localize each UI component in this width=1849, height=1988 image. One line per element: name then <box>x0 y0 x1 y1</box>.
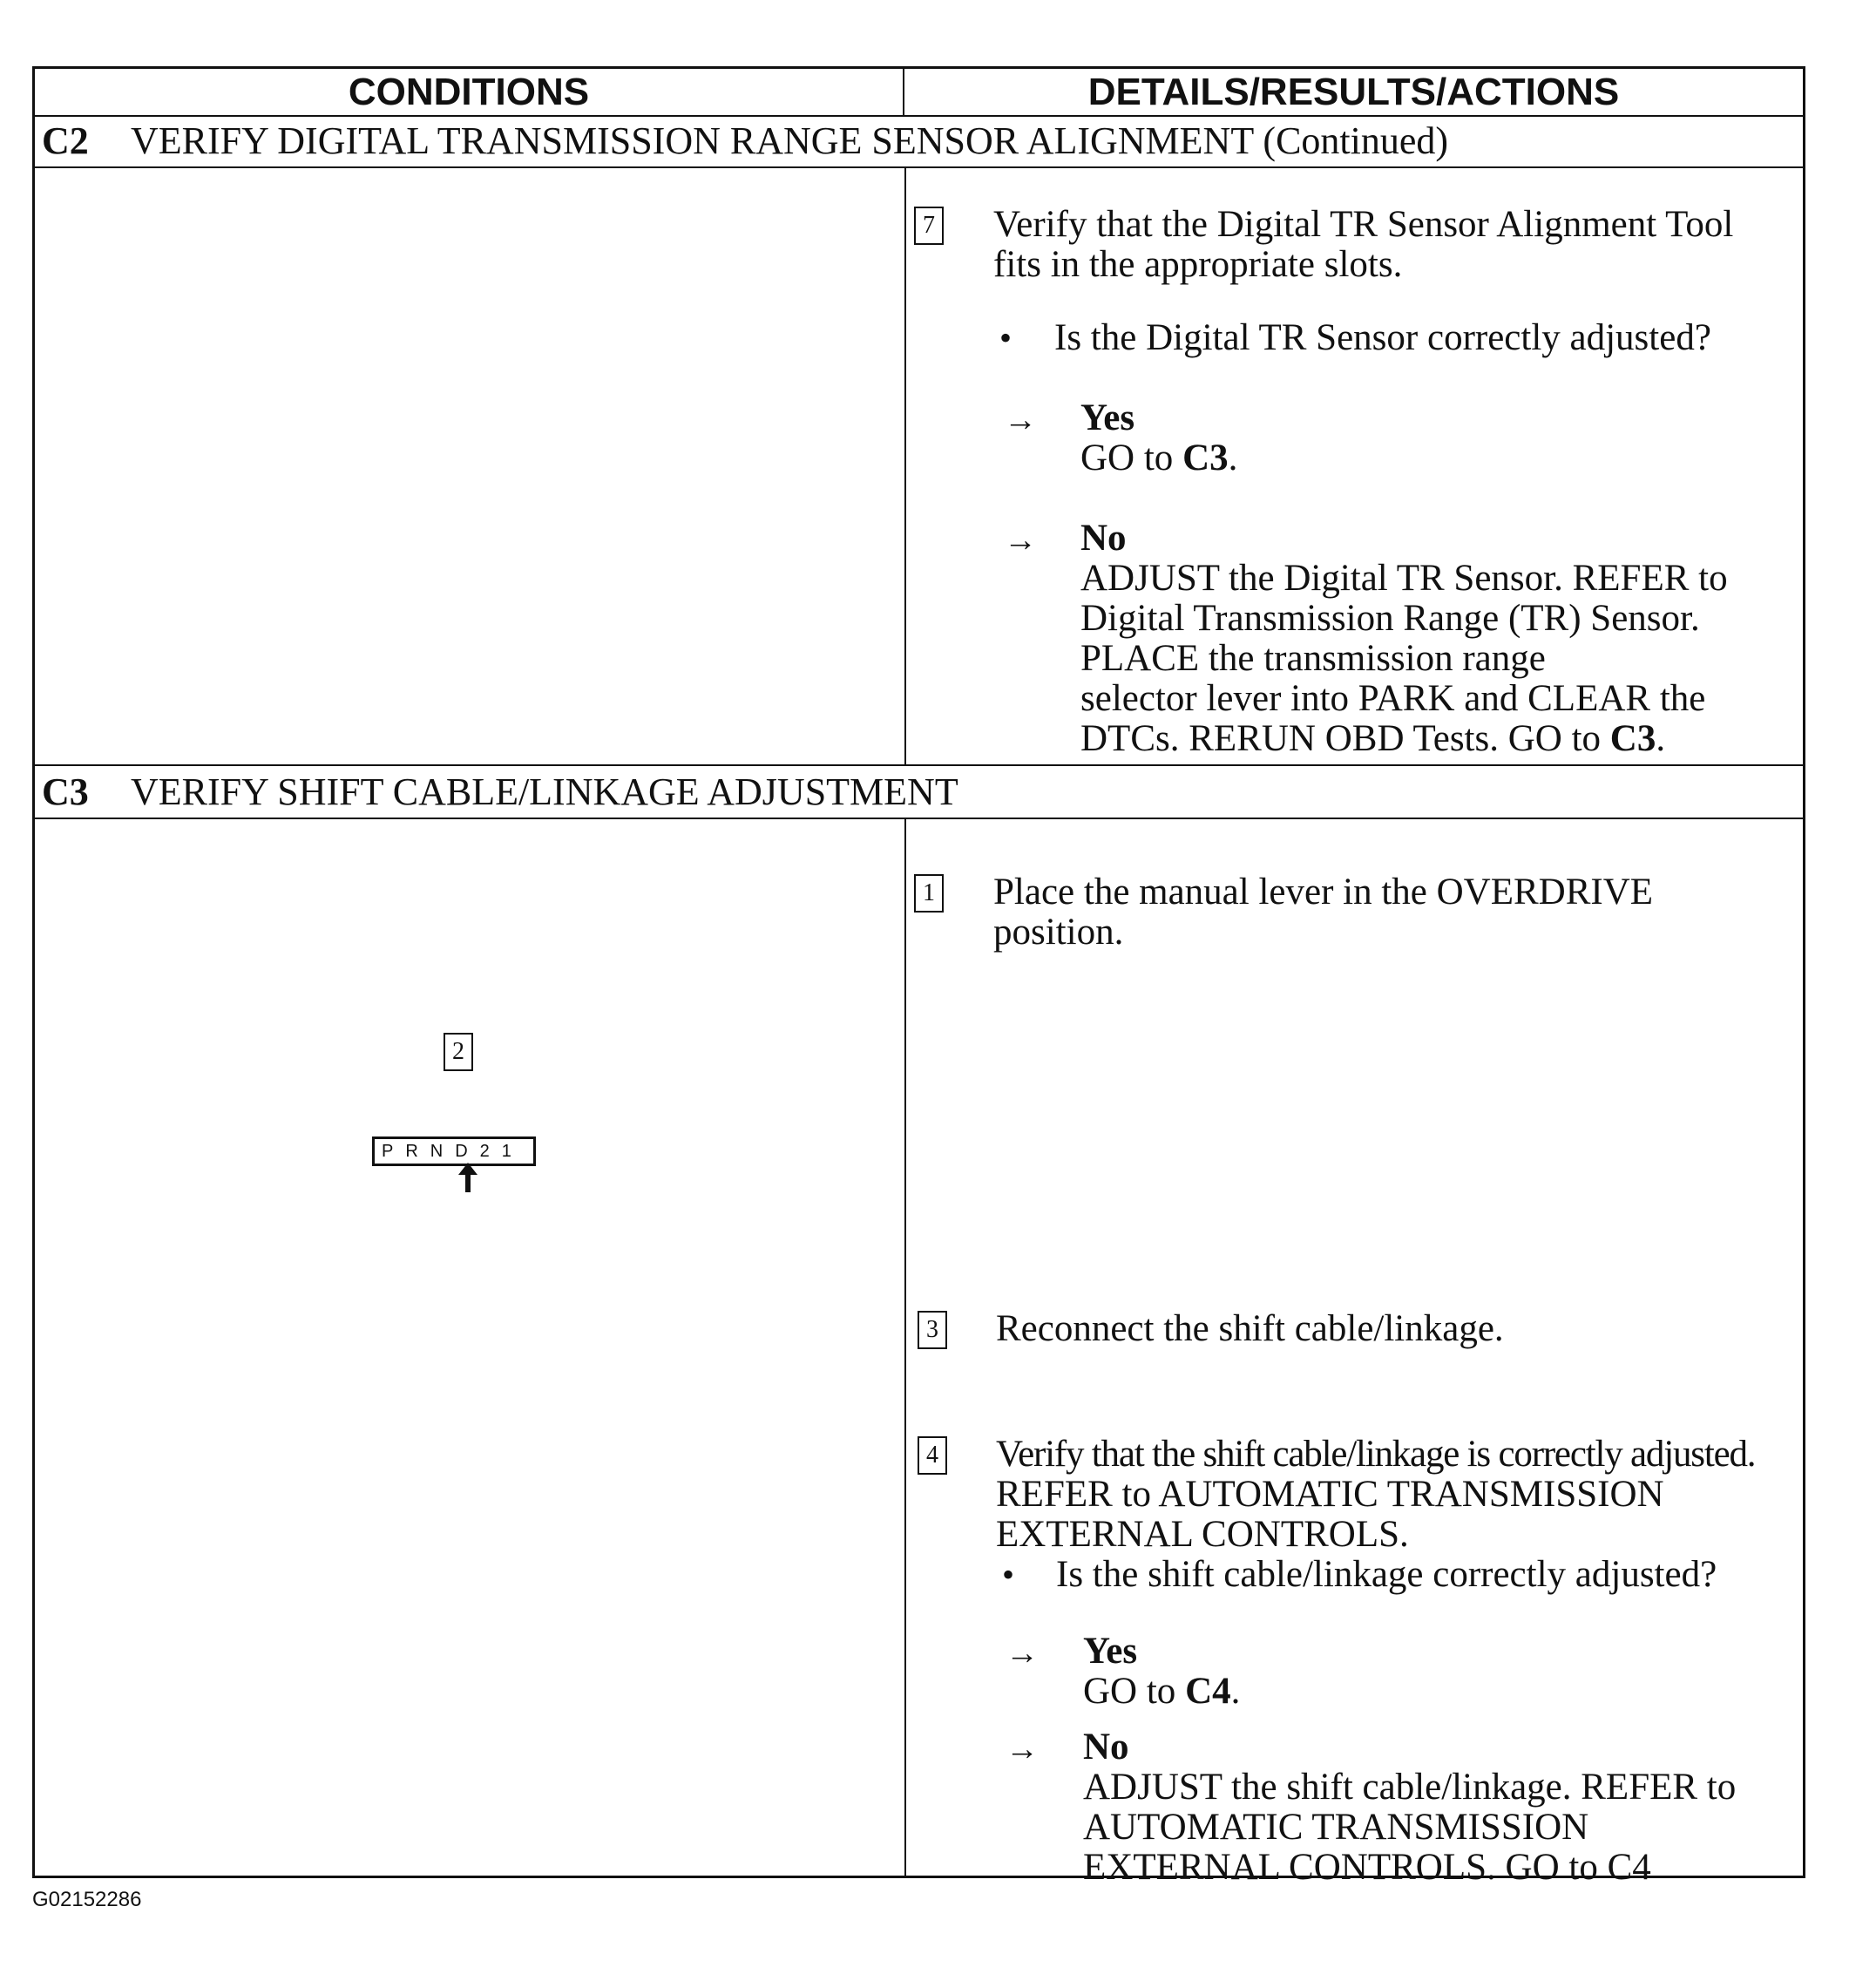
section-c3-body <box>35 819 1803 1888</box>
step7-no-line1: ADJUST the Digital TR Sensor. REFER to <box>1080 558 1728 599</box>
diagnostic-table <box>32 66 1805 1888</box>
step7-text-line2: fits in the appropriate slots. <box>993 244 1403 285</box>
step4-yes-suffix: . <box>1230 1671 1241 1712</box>
column-divider <box>904 819 906 1876</box>
right-arrow-icon: → <box>1006 1731 1039 1767</box>
right-arrow-icon: → <box>1004 522 1037 559</box>
step7-no-suffix: . <box>1656 718 1666 759</box>
step-number-box: 3 <box>918 1311 947 1349</box>
step4-yes-action-text: GO to <box>1083 1671 1186 1712</box>
figure-id: G02152286 <box>32 1888 142 1911</box>
step7-yes-label: Yes <box>1080 397 1135 438</box>
section-c2-body <box>35 168 1803 766</box>
step4-yes-label: Yes <box>1083 1631 1138 1672</box>
step1-line2: position. <box>993 912 1124 953</box>
step4-no-label: No <box>1083 1727 1129 1767</box>
bullet-icon: • <box>1002 1555 1015 1594</box>
up-arrow-icon <box>458 1163 477 1192</box>
step7-yes-action <box>1080 438 1237 478</box>
step7-no-target: C3 <box>1609 718 1656 759</box>
step-number-box: 7 <box>914 207 944 245</box>
step7-yes-target: C3 <box>1182 438 1229 478</box>
step4-line3: EXTERNAL CONTROLS. <box>996 1514 1409 1555</box>
gear-selector-indicator: PRND21 <box>372 1136 536 1166</box>
section-c2-title <box>35 115 1803 168</box>
step7-text-line1: Verify that the Digital TR Sensor Alignment Tool <box>993 204 1734 245</box>
step7-no-line5-text: DTCs. RERUN OBD Tests. GO to <box>1080 718 1610 759</box>
section-c3-id: C3 <box>42 770 89 813</box>
step7-no-line4: selector lever into PARK and CLEAR the <box>1080 678 1706 719</box>
column-divider <box>904 168 906 764</box>
section-c2-id: C2 <box>42 119 89 162</box>
step3-text: Reconnect the shift cable/linkage. <box>996 1308 1504 1349</box>
step7-yes-action-text: GO to <box>1080 438 1183 478</box>
step7-no-label: No <box>1080 518 1127 559</box>
step4-question: Is the shift cable/linkage correctly adjusted? <box>1056 1554 1717 1595</box>
step7-question: Is the Digital TR Sensor correctly adjusted? <box>1054 317 1711 358</box>
step7-no-line5 <box>1080 719 1665 759</box>
right-arrow-icon: → <box>1006 1635 1039 1672</box>
conditions-header: CONDITIONS <box>35 69 904 115</box>
bullet-icon: • <box>999 318 1013 357</box>
step4-no-line1: ADJUST the shift cable/linkage. REFER to <box>1083 1767 1737 1808</box>
table-header <box>35 69 1803 117</box>
section-c2-heading: VERIFY DIGITAL TRANSMISSION RANGE SENSOR ALIGNMENT (Continued) <box>131 119 1449 162</box>
step4-line1: Verify that the shift cable/linkage is correctly adjusted. <box>996 1434 1756 1475</box>
step7-yes-suffix: . <box>1228 438 1238 478</box>
right-arrow-icon: → <box>1004 402 1037 438</box>
section-c3-heading: VERIFY SHIFT CABLE/LINKAGE ADJUSTMENT <box>131 770 958 813</box>
step4-yes-action <box>1083 1672 1240 1712</box>
section-c3-title <box>35 766 1803 819</box>
step7-no-line3: PLACE the transmission range <box>1080 638 1546 679</box>
step-number-box: 1 <box>914 874 944 913</box>
step-number-box: 4 <box>918 1436 947 1475</box>
step4-yes-target: C4 <box>1185 1671 1231 1712</box>
step4-no-line2: AUTOMATIC TRANSMISSION <box>1083 1807 1589 1848</box>
details-header: DETAILS/RESULTS/ACTIONS <box>1087 71 1620 113</box>
step7-no-line2: Digital Transmission Range (TR) Sensor. <box>1080 598 1700 639</box>
step4-no-line3: EXTERNAL CONTROLS. GO to C4 <box>1083 1847 1651 1888</box>
step4-line2: REFER to AUTOMATIC TRANSMISSION <box>996 1474 1664 1515</box>
step1-line1: Place the manual lever in the OVERDRIVE <box>993 872 1654 913</box>
step-number-box: 2 <box>444 1033 473 1071</box>
